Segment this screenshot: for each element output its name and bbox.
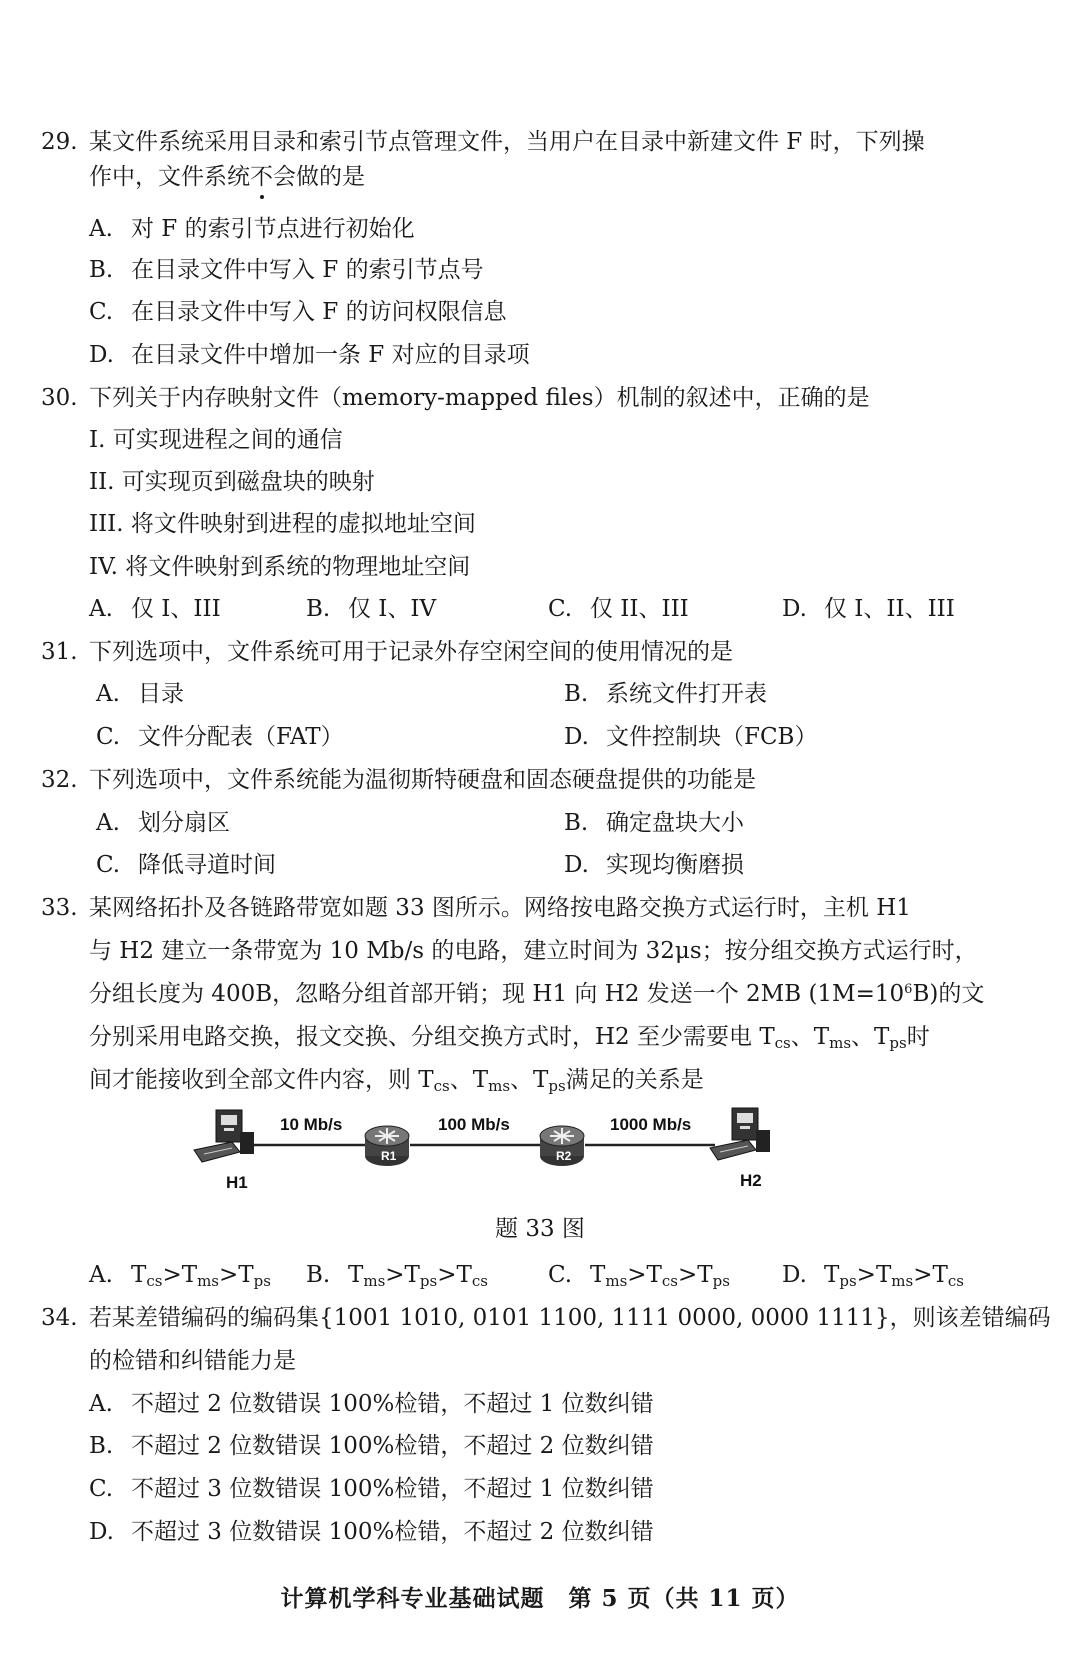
q33-stem-line2: 与 H2 建立一条带宽为 10 Mb/s 的电路，建立时间为 32μs；按分组交换方式运行时， — [89, 938, 978, 964]
q34-option-c: C. 不超过 3 位数错误 100%检错，不超过 1 位数纠错 — [89, 1476, 654, 1502]
q33-number: 33. — [41, 895, 78, 921]
bandwidth-label-2: 100 Mb/s — [438, 1115, 510, 1134]
bandwidth-label-1: 10 Mb/s — [280, 1115, 343, 1134]
q32-number: 32. — [41, 767, 78, 793]
router-r1-label: R1 — [381, 1149, 397, 1163]
q34-option-b: B. 不超过 2 位数错误 100%检错，不超过 2 位数纠错 — [89, 1433, 654, 1459]
q31-option-b: B. 系统文件打开表 — [564, 681, 767, 707]
q32-stem: 下列选项中，文件系统能为温彻斯特硬盘和固态硬盘提供的功能是 — [89, 767, 756, 793]
q31-stem: 下列选项中，文件系统可用于记录外存空闲空间的使用情况的是 — [89, 639, 733, 665]
q29-stem-line1: 某文件系统采用目录和索引节点管理文件，当用户在目录中新建文件 F 时，下列操 — [89, 129, 925, 155]
figure-caption: 题 33 图 — [495, 1216, 585, 1242]
q30-option-b: B. 仅 I、IV — [306, 596, 437, 622]
q29-option-b: B. 在目录文件中写入 F 的索引节点号 — [89, 257, 484, 283]
q30-item-1: I. 可实现进程之间的通信 — [89, 427, 343, 453]
q34-stem-line2: 的检错和纠错能力是 — [89, 1348, 296, 1374]
q29-option-c: C. 在目录文件中写入 F 的访问权限信息 — [89, 299, 507, 325]
page-footer: 计算机学科专业基础试题 第 5 页（共 11 页） — [280, 1585, 800, 1612]
network-topology-figure — [190, 1100, 790, 1210]
q29-option-a: A. 对 F 的索引节点进行初始化 — [89, 216, 415, 242]
q33-stem-line1: 某网络拓扑及各链路带宽如题 33 图所示。网络按电路交换方式运行时，主机 H1 — [89, 895, 911, 921]
q33-option-d: D. $T_{ps}>T_{ms}>T_{cs}$ — [782, 1262, 964, 1290]
q31-option-d: D. 文件控制块（FCB） — [564, 724, 818, 750]
q34-stem-line1: 若某差错编码的编码集{1001 1010, 0101 1100, 1111 0000, 0000 1111}，则该差错编码 — [89, 1305, 1051, 1331]
q30-stem: 下列关于内存映射文件（memory-mapped files）机制的叙述中，正确的是 — [89, 385, 870, 411]
q31-number: 31. — [41, 639, 78, 665]
q31-option-c: C. 文件分配表（FAT） — [96, 724, 344, 750]
q33-option-c: C. $T_{ms}>T_{cs}>T_{ps}$ — [548, 1262, 730, 1290]
q32-option-a: A. 划分扇区 — [96, 810, 230, 836]
q33-stem-line4: 分别采用电路交换，报文交换、分组交换方式时，H2 至少需要电 $T_{cs}$、$T_{ms}$、$T_{ps}$时 — [89, 1024, 930, 1052]
q30-number: 30. — [41, 385, 78, 411]
host-h1-icon — [194, 1110, 254, 1162]
q30-option-c: C. 仅 II、III — [548, 596, 689, 622]
q33-stem-line3: 分组长度为 400B，忽略分组首部开销；现 H1 向 H2 发送一个 2MB $(1M=10^6B)$的文 — [89, 981, 985, 1007]
q30-option-a: A. 仅 I、III — [89, 596, 221, 622]
q30-item-4: IV. 将文件映射到系统的物理地址空间 — [89, 554, 471, 580]
q30-item-3: III. 将文件映射到进程的虚拟地址空间 — [89, 511, 476, 537]
q30-item-2: II. 可实现页到磁盘块的映射 — [89, 469, 375, 495]
host-h1-label: H1 — [226, 1173, 248, 1192]
q29-stem-line2: 作中，文件系统不会做的是 — [89, 164, 365, 190]
q34-option-a: A. 不超过 2 位数错误 100%检错，不超过 1 位数纠错 — [89, 1391, 654, 1417]
q29-option-d: D. 在目录文件中增加一条 F 对应的目录项 — [89, 342, 530, 368]
emphasis-dot: 不 — [250, 164, 273, 190]
q33-stem-line5: 间才能接收到全部文件内容，则 $T_{cs}$、$T_{ms}$、$T_{ps}$满足的关系是 — [89, 1067, 704, 1095]
q32-option-c: C. 降低寻道时间 — [96, 852, 276, 878]
host-h2-label: H2 — [740, 1171, 762, 1190]
q29-number: 29. — [41, 129, 78, 155]
q32-option-d: D. 实现均衡磨损 — [564, 852, 744, 878]
q32-option-b: B. 确定盘块大小 — [564, 810, 744, 836]
bandwidth-label-3: 1000 Mb/s — [610, 1115, 692, 1134]
q34-number: 34. — [41, 1305, 78, 1331]
q33-option-b: B. $T_{ms}>T_{ps}>T_{cs}$ — [306, 1262, 488, 1290]
host-h2-icon — [710, 1108, 770, 1160]
q33-option-a: A. $T_{cs}>T_{ms}>T_{ps}$ — [89, 1262, 271, 1290]
q34-option-d: D. 不超过 3 位数错误 100%检错，不超过 2 位数纠错 — [89, 1519, 654, 1545]
router-r2-label: R2 — [556, 1149, 572, 1163]
q31-option-a: A. 目录 — [96, 681, 184, 707]
q30-option-d: D. 仅 I、II、III — [782, 596, 955, 622]
